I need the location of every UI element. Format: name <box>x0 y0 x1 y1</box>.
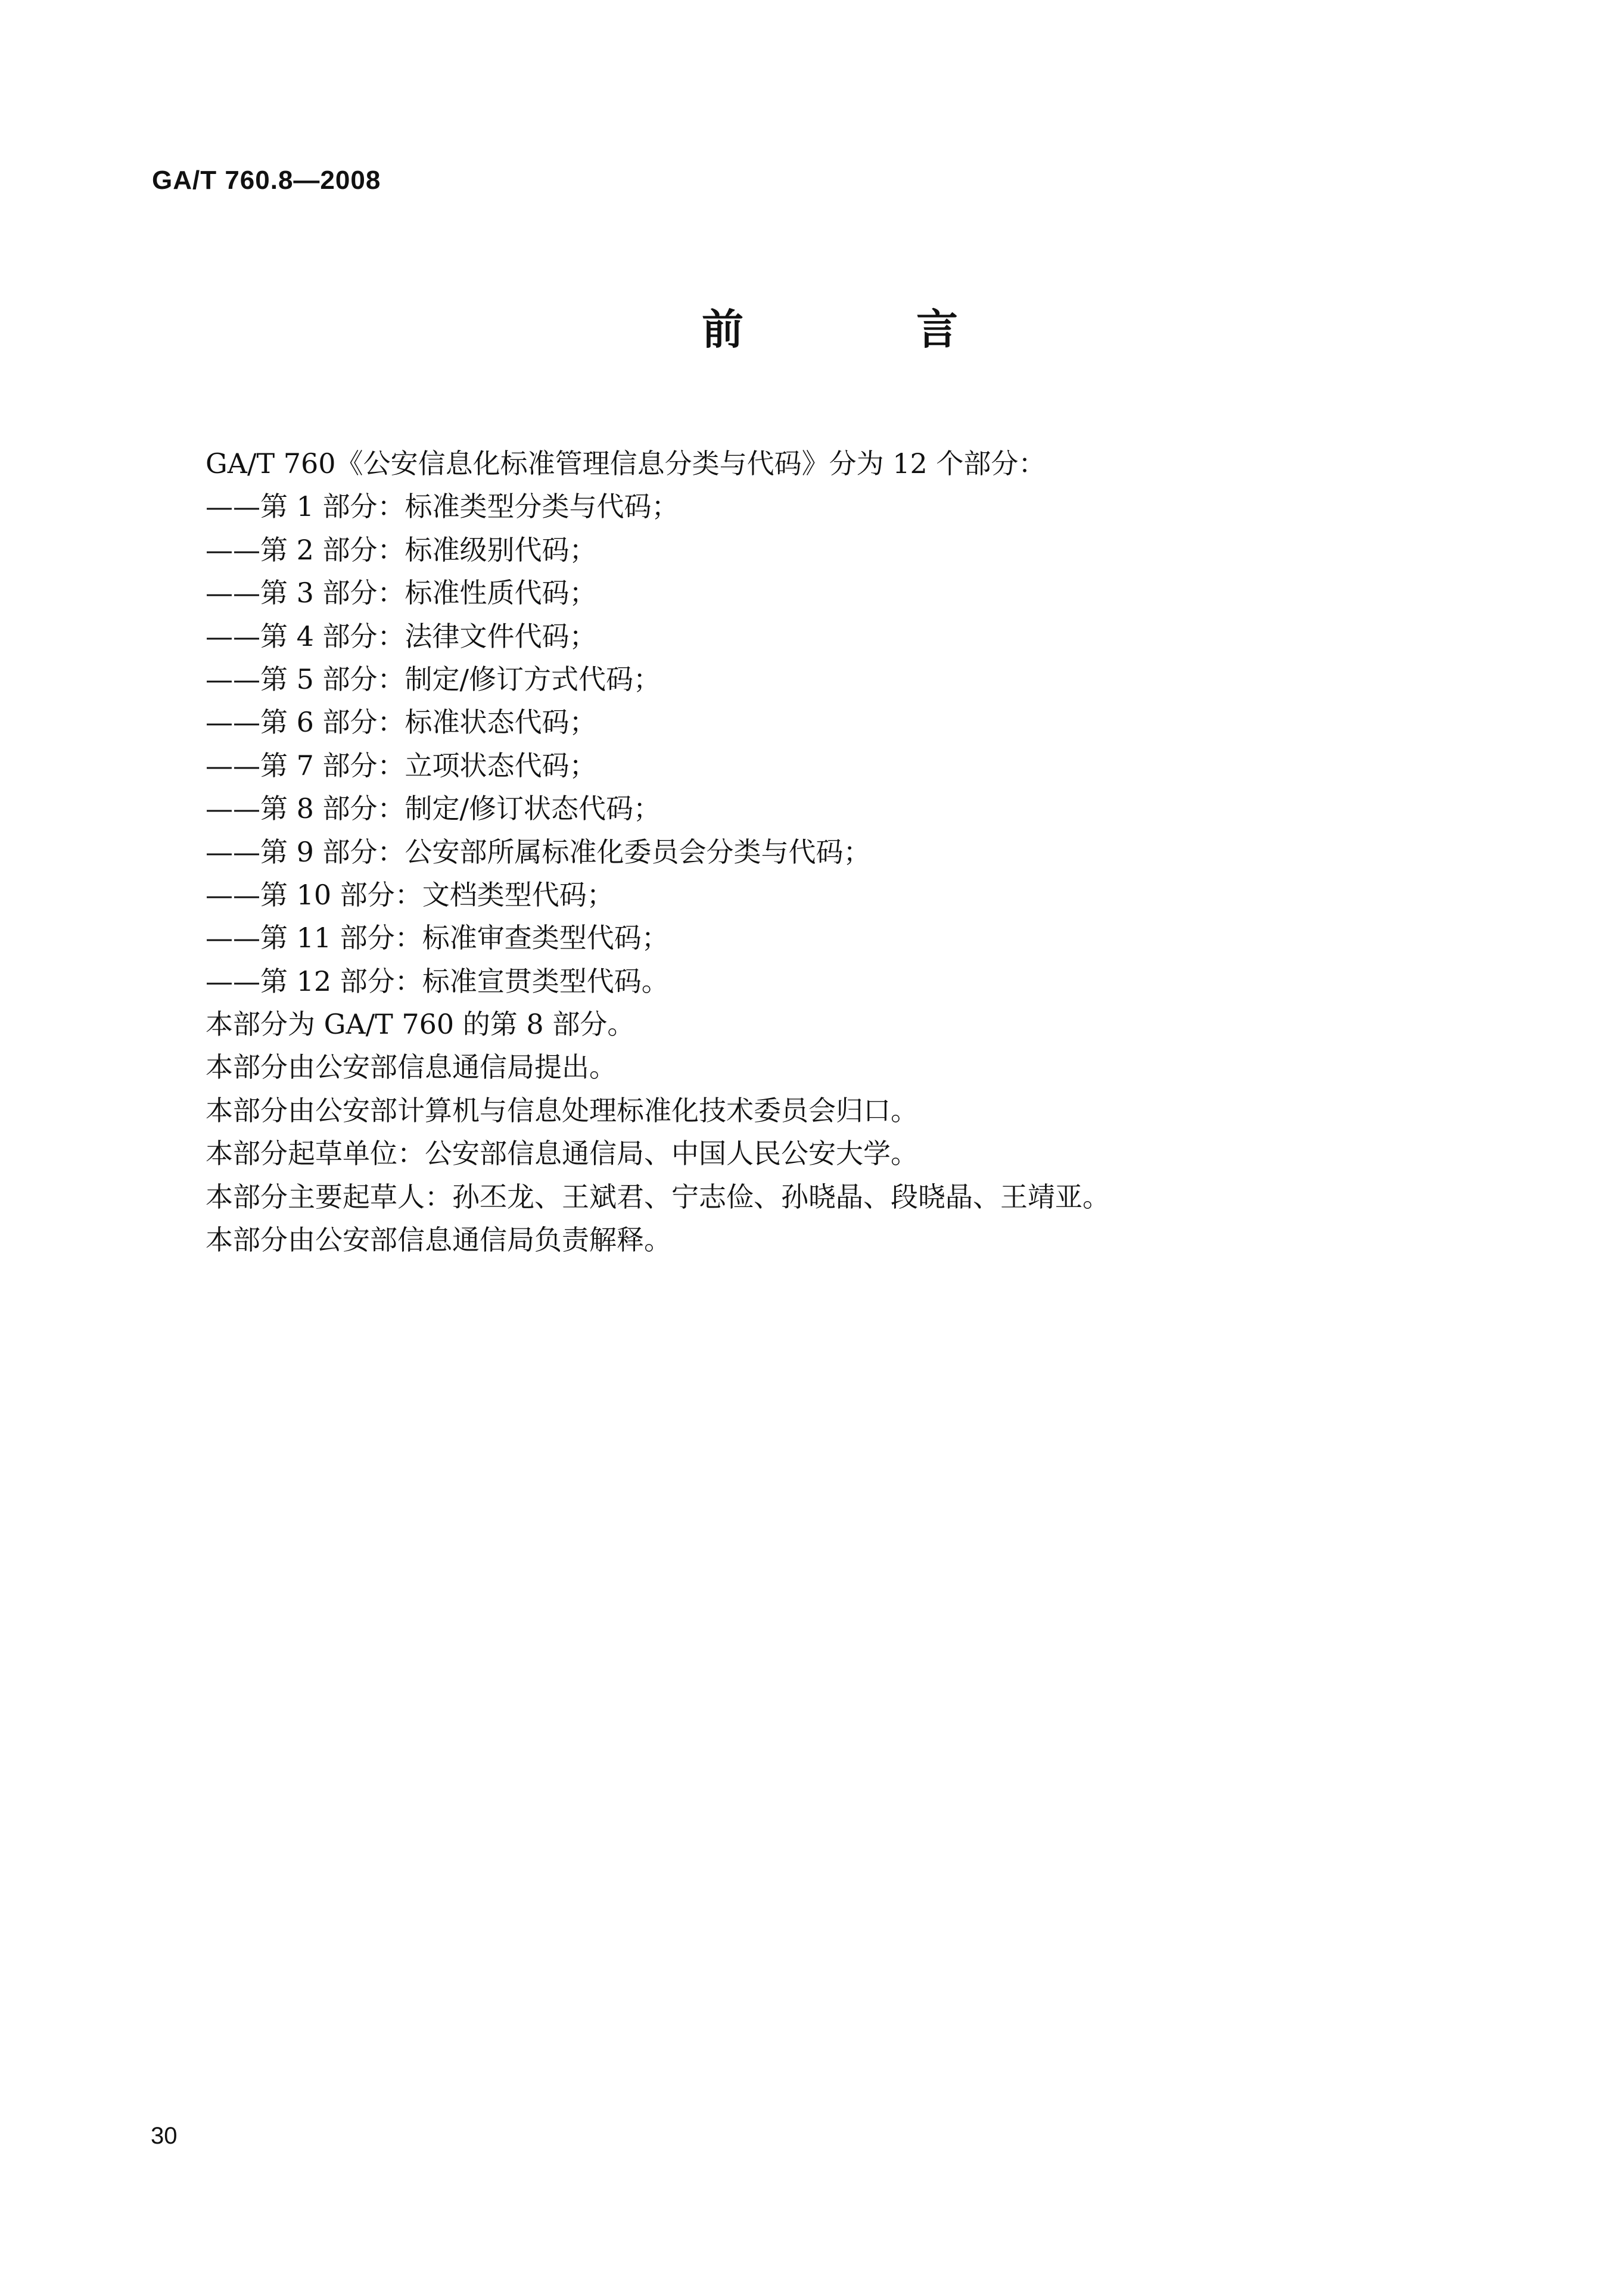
part-list-item: ——第 10 部分：文档类型代码； <box>206 878 614 911</box>
statement-paragraph: 本部分由公安部信息通信局负责解释。 <box>206 1224 671 1256</box>
part-list-item: ——第 6 部分：标准状态代码； <box>206 706 597 739</box>
part-list-item: ——第 3 部分：标准性质代码； <box>206 577 597 609</box>
section-title: 前 言 <box>702 305 1023 354</box>
foreword-body <box>206 442 1457 1261</box>
page-number: 30 <box>151 2123 178 2149</box>
part-list-item: ——第 11 部分：标准审查类型代码； <box>206 922 669 954</box>
part-list-item: ——第 8 部分：制定/修订状态代码； <box>206 792 661 825</box>
part-list-item: ——第 12 部分：标准宣贯类型代码。 <box>206 965 669 997</box>
part-list-item: ——第 2 部分：标准级别代码； <box>206 533 597 566</box>
statement-paragraph: 本部分由公安部信息通信局提出。 <box>206 1051 617 1084</box>
part-list-item: ——第 5 部分：制定/修订方式代码； <box>206 663 661 695</box>
statement-paragraph: 本部分起草单位：公安部信息通信局、中国人民公安大学。 <box>206 1137 918 1170</box>
part-list-item: ——第 1 部分：标准类型分类与代码； <box>206 490 679 523</box>
part-list-item: ——第 4 部分：法律文件代码； <box>206 620 597 652</box>
part-list-item: ——第 9 部分：公安部所属标准化委员会分类与代码； <box>206 835 871 868</box>
statement-paragraph: 本部分主要起草人：孙丕龙、王斌君、宁志俭、孙晓晶、段晓晶、王靖亚。 <box>206 1180 1110 1213</box>
part-list-item: ——第 7 部分：立项状态代码； <box>206 749 597 782</box>
standard-number: GA/T 760.8—2008 <box>152 166 381 195</box>
statement-paragraph: 本部分由公安部计算机与信息处理标准化技术委员会归口。 <box>206 1094 918 1127</box>
intro-paragraph: GA/T 760《公安信息化标准管理信息分类与代码》分为 12 个部分： <box>206 447 1046 480</box>
statement-paragraph: 本部分为 GA/T 760 的第 8 部分。 <box>206 1008 635 1041</box>
